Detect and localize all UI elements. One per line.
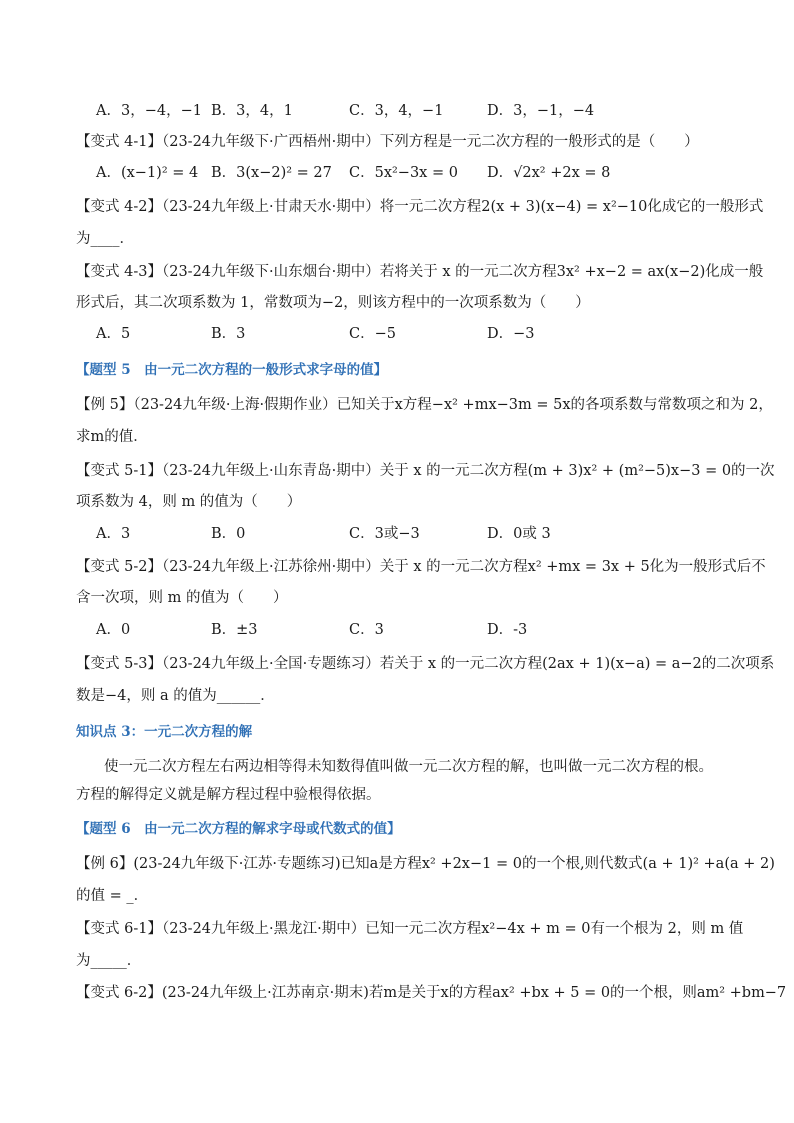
question-tag: 【变式 5-3】 [76,656,162,672]
question-text: 若关于 x 的一元二次方程(2ax + 1)(x−a) = a−2的二次项系 [379,656,775,672]
question-text: 已知a是方程x² +2x−1 = 0的一个根,则代数式(a + 1)² +a(a + 2) [340,856,775,872]
option-a: A．0 [96,622,131,638]
option-c: C．5x²−3x = 0 [349,165,458,181]
example-6-line2: 的值 = _． [76,888,149,904]
example-5-line2: 求m的值． [76,429,148,445]
question-text: 关于 x 的一元二次方程x² +mx = 3x + 5化为一般形式后不 [379,559,766,575]
variant-6-2 [76,982,786,1004]
question-text: 将一元二次方程2(x + 3)(x−4) = x²−10化成它的一般形式 [379,199,764,215]
option-d: D．0或 3 [487,526,551,542]
variant-4-3 [76,261,763,283]
variant-5-3-line2: 数是−4，则 a 的值为______． [76,688,275,704]
option-c: C．3，4，−1 [349,103,444,119]
variant-5-1 [76,460,775,482]
question-source: （23-24九年级下·广西梧州·期中） [161,134,380,150]
question-source: (23-24九年级上·江苏南京·期末) [161,985,369,1001]
question-source: （23-24九年级下·山东烟台·期中） [161,264,380,280]
variant-4-2 [76,196,763,218]
question-tag: 【变式 4-3】 [76,264,162,280]
question-text: 下列方程是一元二次方程的一般形式的是（ ） [379,134,699,150]
question-source: (23-24九年级下·江苏·专题练习) [133,856,341,872]
question-tag: 【例 6】 [76,856,134,872]
variant-5-2-line2: 含一次项，则 m 的值为（ ） [76,590,288,606]
question-tag: 【变式 4-1】 [76,134,162,150]
variant-4-3-line2: 形式后，其二次项系数为 1，常数项为−2，则该方程中的一次项系数为（ ） [76,295,590,311]
option-a: A．5 [96,326,131,342]
variant-4-2-line2: 为____． [76,231,134,247]
option-b: B．3(x−2)² = 27 [211,165,332,181]
question-tag: 【变式 6-2】 [76,985,162,1001]
question-source: （23-24九年级上·黑龙江·期中） [161,921,366,937]
option-c: C．3 [349,622,384,638]
question-text: 若将关于 x 的一元二次方程3x² +x−2 = ax(x−2)化成一般 [379,264,764,280]
option-d: D．√2x² +2x = 8 [487,165,611,181]
option-b: B．±3 [211,622,258,638]
option-b: B．0 [211,526,246,542]
question-source: （23-24九年级上·江苏徐州·期中） [161,559,380,575]
question-tag: 【例 5】 [76,397,134,413]
variant-5-1-line2: 项系数为 4，则 m 的值为（ ） [76,494,302,510]
question-tag: 【变式 5-2】 [76,559,162,575]
option-b: B．3，4，1 [211,103,293,119]
question-tag: 【变式 6-1】 [76,921,162,937]
question-text: 若m是关于x的方程ax² +bx + 5 = 0的一个根，则am² +bm−7 [368,985,787,1001]
variant-4-1 [76,131,699,153]
question-source: （23-24九年级上·甘肃天水·期中） [161,199,380,215]
question-source: （23-24九年级·上海·假期作业） [133,397,337,413]
option-a: A．3，−4，−1 [96,103,202,119]
variant-5-3 [76,653,774,675]
example-5 [76,394,773,416]
question-text: 已知一元二次方程x²−4x + m = 0有一个根为 2，则 m 值 [365,921,744,937]
question-source: （23-24九年级上·全国·专题练习） [161,656,380,672]
option-a: A．3 [96,526,131,542]
option-d: D．-3 [487,622,528,638]
section-heading-type-6: 【题型 6 由一元二次方程的解求字母或代数式的值】 [76,821,401,837]
knowledge-point-3-heading: 知识点 3：一元二次方程的解 [76,724,253,740]
option-c: C．3或−3 [349,526,420,542]
option-b: B．3 [211,326,246,342]
question-text: 关于 x 的一元二次方程(m + 3)x² + (m²−5)x−3 = 0的一次 [379,463,775,479]
variant-6-1 [76,918,743,940]
question-source: （23-24九年级上·山东青岛·期中） [161,463,380,479]
option-d: D．3，−1，−4 [487,103,595,119]
variant-5-2 [76,556,766,578]
section-heading-type-5: 【题型 5 由一元二次方程的一般形式求字母的值】 [76,362,388,378]
question-tag: 【变式 4-2】 [76,199,162,215]
variant-6-1-line2: 为_____． [76,953,142,969]
knowledge-point-3-text: 使一元二次方程左右两边相等得未知数得值叫做一元二次方程的解，也叫做一元二次方程的根。方程的解得定义就是解方程过程中验根得依据。 [76,759,713,803]
option-a: A．(x−1)² = 4 [96,165,199,181]
question-tag: 【变式 5-1】 [76,463,162,479]
option-c: C．−5 [349,326,396,342]
option-d: D．−3 [487,326,535,342]
question-text: 已知关于x方程−x² +mx−3m = 5x的各项系数与常数项之和为 2， [336,397,773,413]
example-6 [76,853,775,875]
